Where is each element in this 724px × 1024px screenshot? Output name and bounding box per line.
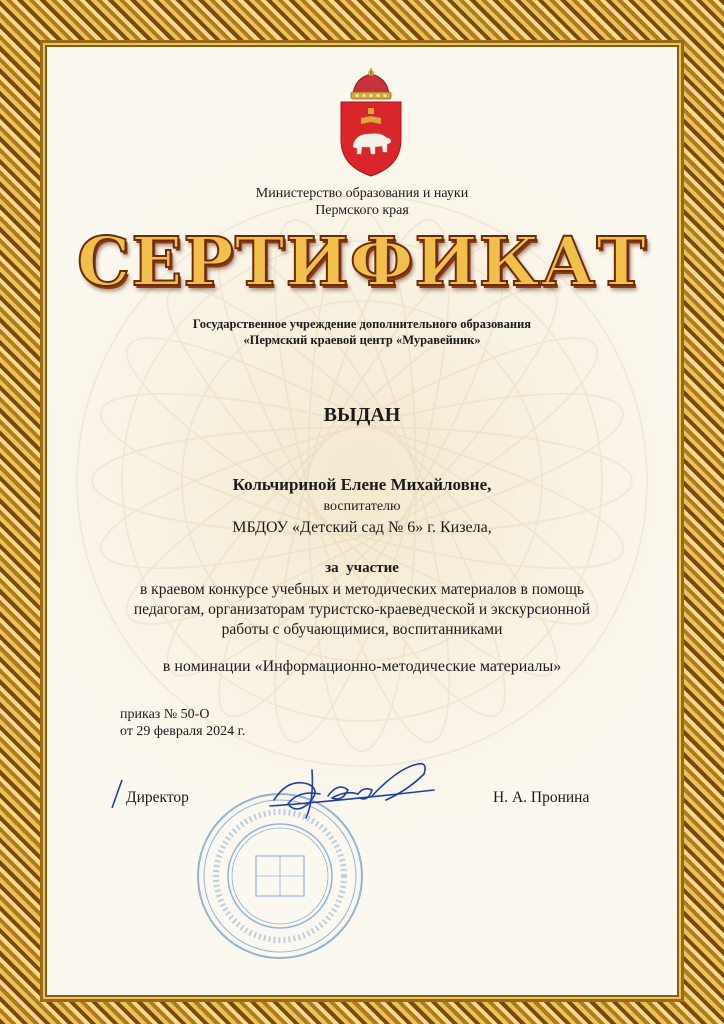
certificate-title: СЕРТИФИКАТ — [76, 222, 648, 301]
ministry-name — [40, 185, 684, 219]
reason-line-2: педагогам, организаторам туристско-краеведческой и экскурсионной — [133, 601, 591, 618]
nomination: в номинации «Информационно-методические материалы» — [162, 658, 562, 675]
order-date: от 29 февраля 2024 г. — [120, 724, 246, 739]
organization-name — [40, 316, 684, 348]
reason-description — [40, 580, 684, 640]
ministry-line-1: Министерство образования и науки — [255, 186, 469, 201]
recipient-position: воспитателю — [323, 499, 401, 514]
reason-line-1: в краевом конкурсе учебных и методических материалов в помощь — [139, 581, 585, 598]
order-reference — [120, 706, 245, 740]
reason-label: за участие — [325, 560, 399, 576]
recipient-workplace: МБДОУ «Детский сад № 6» г. Кизела, — [232, 519, 492, 536]
handwritten-signature-icon — [268, 760, 436, 824]
reason-line-3: работы с обучающимися, воспитанниками — [221, 621, 503, 638]
issued-label: ВЫДАН — [323, 404, 401, 426]
director-mark-icon — [108, 778, 128, 810]
organization-line-1: Государственное учреждение дополнительного образования — [192, 317, 532, 331]
recipient-name: Кольчириной Елене Михайловне, — [232, 475, 492, 494]
ministry-line-2: Пермского края — [315, 203, 409, 218]
perm-krai-coat-of-arms-icon — [335, 68, 407, 178]
organization-line-2: «Пермский краевой центр «Муравейник» — [243, 333, 481, 347]
director-name: Н. А. Пронина — [493, 789, 590, 806]
director-title: Директор — [126, 789, 189, 806]
order-number: приказ № 50-О — [120, 707, 210, 722]
